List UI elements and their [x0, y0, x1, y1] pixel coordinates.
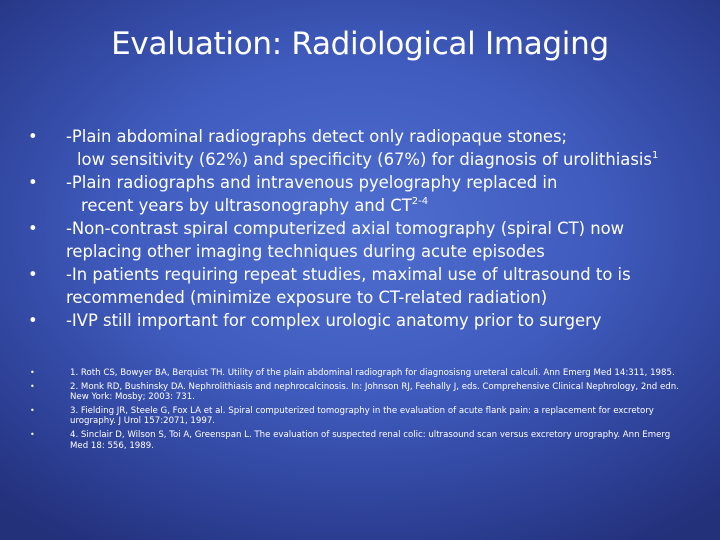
- bullet-text-line2: recent years by ultrasonography and CT: [81, 195, 412, 215]
- reference-text: 3. Fielding JR, Steele G, Fox LA et al. Spiral computerized tomography in the evaluation of acute flank pain: a replacement for excretory urography. J Urol 157:2071, 1997.: [70, 405, 654, 427]
- reference-text: 4. Sinclair D, Wilson S, Toi A, Greenspan L. The evaluation of suspected renal colic: ultrasound scan versus excretory urography. Ann Emerg Med 18: 556, 1989.: [70, 429, 671, 451]
- bullet-text-line1: -Non-contrast spiral computerized axial tomography (spiral CT) now: [66, 219, 625, 238]
- bullet-dot: •: [30, 368, 35, 377]
- bullet-dot: •: [28, 265, 38, 284]
- bullet-text-line2: replacing other imaging techniques during acute episodes: [66, 241, 545, 261]
- bullet-dot: •: [30, 381, 35, 391]
- bullet-text-line2: low sensitivity (62%) and specificity (67%) for diagnosis of urolithiasis: [77, 149, 652, 169]
- bullet-dot: •: [28, 127, 38, 146]
- reference-list: [30, 368, 690, 454]
- bullet-item: [28, 126, 708, 171]
- bullet-dot: •: [28, 173, 38, 192]
- reference-item: [30, 430, 690, 451]
- bullet-list: [28, 126, 708, 334]
- bullet-dot: •: [28, 219, 38, 238]
- bullet-text-line1: -Plain abdominal radiographs detect only radiopaque stones;: [66, 127, 568, 146]
- bullet-dot: •: [28, 311, 38, 330]
- bullet-text-line2: recommended (minimize exposure to CT-related radiation): [66, 287, 548, 307]
- reference-text: 2. Monk RD, Bushinsky DA. Nephrolithiasis and nephrocalcinosis. In: Johnson RJ, Feehally J, eds. Comprehensive Clinical Nephrology, 2nd edn. New York: Mosby; 2003: 731.: [70, 381, 679, 403]
- bullet-dot: •: [30, 405, 35, 415]
- bullet-item: [28, 218, 708, 263]
- bullet-text-line1: -Plain radiographs and intravenous pyelography replaced in: [66, 173, 558, 192]
- citation-superscript: 1: [651, 149, 659, 161]
- bullet-item: [28, 264, 708, 309]
- slide-title: Evaluation: Radiological Imaging: [111, 26, 609, 62]
- bullet-text-line1: -In patients requiring repeat studies, maximal use of ultrasound to is: [66, 265, 631, 284]
- reference-item: [30, 406, 690, 427]
- bullet-dot: •: [30, 429, 35, 439]
- reference-item: [30, 382, 690, 403]
- reference-text: 1. Roth CS, Bowyer BA, Berquist TH. Utility of the plain abdominal radiograph for diagnosisng ureteral calculi. Ann Emerg Med 14:311, 1985.: [70, 368, 675, 378]
- bullet-item: [28, 310, 708, 333]
- bullet-item: [28, 172, 708, 217]
- citation-superscript: 2-4: [411, 195, 429, 207]
- reference-item: [30, 368, 690, 379]
- bullet-text-line1: -IVP still important for complex urologic anatomy prior to surgery: [66, 311, 602, 330]
